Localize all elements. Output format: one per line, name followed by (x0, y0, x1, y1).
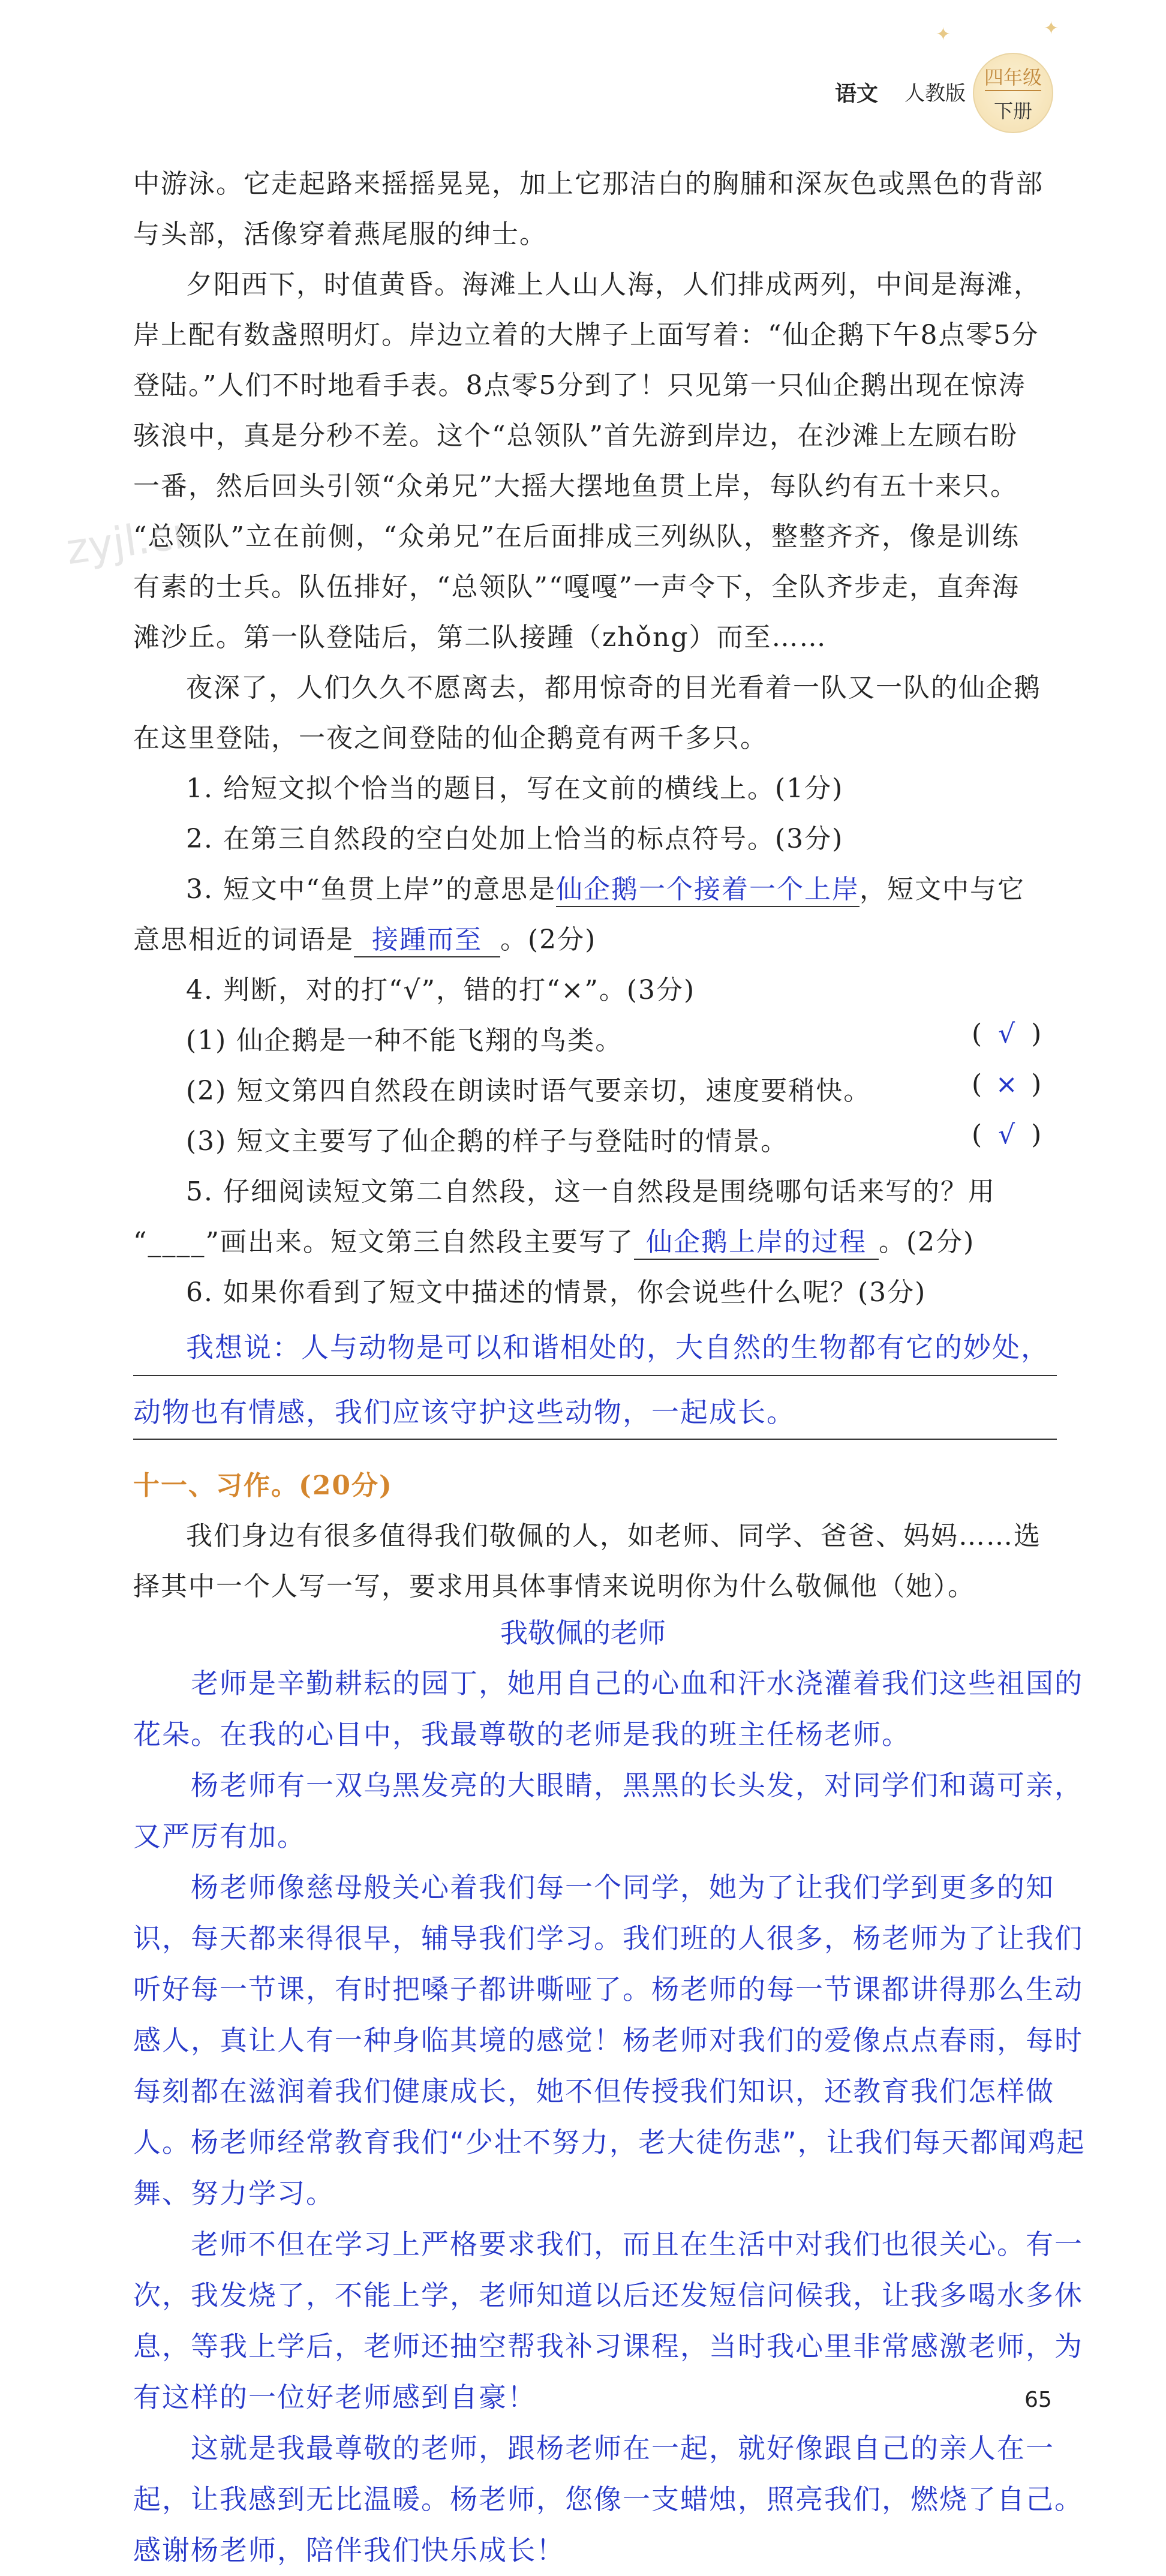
q6-answer-line-2[interactable]: 动物也有情感，我们应该守护这些动物，一起成长。 (133, 1396, 795, 1428)
essay-title: 我敬佩的老师 (500, 1617, 666, 1649)
header-edition: 人教版 (904, 82, 966, 106)
passage-line: 岸上配有数盏照明灯。岸边立着的大牌子上面写着：“仙企鹅下午8点零5分 (133, 320, 1039, 350)
passage-line: 与头部，活像穿着燕尾服的绅士。 (133, 219, 547, 250)
passage-line: 中游泳。它走起路来摇摇晃晃，加上它那洁白的胸脯和深灰色或黑色的背部 (133, 169, 1044, 199)
essay-paragraph: 老师是辛勤耕耘的园丁，她用自己的心血和汗水浇灌着我们这些祖国的花朵。在我的心目中，我最尊敬的老师是我的班主任杨老师。 (133, 1667, 1083, 1751)
writing-prompt: 我们身边有很多值得我们敬佩的人，如老师、同学、爸爸、妈妈……选 (186, 1521, 1041, 1551)
question-3 (186, 867, 1025, 907)
question-6: 6. 如果你看到了短文中描述的情景，你会说些什么呢？(3分) (186, 1277, 927, 1308)
badge-volume: 下册 (993, 100, 1032, 122)
q4-answer-1[interactable]: ( √ ) (972, 1019, 1043, 1049)
grade-badge (973, 53, 1053, 133)
passage-line: 骇浪中，真是分秒不差。这个“总领队”首先游到岸边，在沙滩上左顾右盼 (133, 421, 1018, 451)
passage-line: 滩沙丘。第一队登陆后，第二队接踵（zhǒng）而至…… (133, 622, 827, 653)
badge-grade: 四年级 (984, 66, 1042, 89)
check-mark: √ (998, 1019, 1017, 1049)
star-icon: ✦ (936, 24, 951, 45)
q5-text: “____”画出来。短文第三自然段主要写了 (133, 1227, 634, 1257)
star-icon: ✦ (1044, 18, 1059, 39)
q4-answer-2[interactable]: ( × ) (972, 1069, 1043, 1100)
q5-answer[interactable]: 仙企鹅上岸的过程 (634, 1220, 879, 1260)
passage-line: “总领队”立在前侧，“众弟兄”在后面排成三列纵队，整整齐齐，像是训练 (133, 521, 1020, 552)
q3-text: 3. 短文中“鱼贯上岸”的意思是 (186, 874, 556, 905)
check-mark: √ (998, 1119, 1017, 1150)
passage-line: 一番，然后回头引领“众弟兄”大摇大摆地鱼贯上岸，每队约有五十来只。 (133, 471, 1018, 502)
q3-text-3: 意思相近的词语是 (133, 924, 354, 955)
passage-line: 夕阳西下，时值黄昏。海滩上人山人海，人们排成两列，中间是海滩， (186, 269, 1041, 300)
cross-mark: × (995, 1069, 1019, 1100)
essay-paragraph: 这就是我最尊敬的老师，跟杨老师在一起，就好像跟自己的亲人在一起，让我感到无比温暖。杨老师，您像一支蜡烛，照亮我们，燃烧了自己。感谢杨老师，陪伴我们快乐成长！ (133, 2432, 1083, 2566)
q4-answer-3[interactable]: ( √ ) (972, 1119, 1043, 1150)
passage-line: 登陆。”人们不时地看手表。8点零5分到了！只见第一只仙企鹅出现在惊涛 (133, 370, 1026, 401)
passage-line: 有素的士兵。队伍排好，“总领队”“嘎嘎”一声令下，全队齐步走，直奔海 (133, 572, 1020, 602)
answer-rule (133, 1439, 1057, 1440)
section-title: 十一、习作。(20分) (133, 1470, 393, 1501)
page-number: 65 (1024, 2388, 1052, 2412)
q4-item-2: (2) 短文第四自然段在朗读时语气要亲切，速度要稍快。 (186, 1076, 872, 1106)
writing-prompt-cont: 择其中一个人写一写，要求用具体事情来说明你为什么敬佩他（她）。 (133, 1571, 975, 1602)
question-1: 1. 给短文拟个恰当的题目，写在文前的横线上。(1分) (186, 773, 844, 804)
essay-paragraph: 杨老师有一双乌黑发亮的大眼睛，黑黑的长头发，对同学们和蔼可亲，又严厉有加。 (133, 1769, 1083, 1853)
badge-divider (985, 90, 1041, 91)
q5-text-2: 。(2分) (879, 1227, 975, 1257)
q3-answer-1[interactable]: 仙企鹅一个接着一个上岸 (556, 867, 860, 907)
question-5: 5. 仔细阅读短文第二自然段，这一自然段是围绕哪句话来写的？用 (186, 1176, 996, 1207)
q4-item-3: (3) 短文主要写了仙企鹅的样子与登陆时的情景。 (186, 1126, 789, 1157)
q4-item-1: (1) 仙企鹅是一种不能飞翔的鸟类。 (186, 1025, 623, 1056)
question-5-cont (133, 1220, 975, 1260)
essay-paragraph: 老师不但在学习上严格要求我们，而且在生活中对我们也很关心。有一次，我发烧了，不能上学，老师知道以后还发短信问候我，让我多喝水多休息，等我上学后，老师还抽空帮我补习课程，当时我心里非常感激老师，为有这样的一位好老师感到自豪！ (133, 2228, 1083, 2413)
q6-answer-line-1[interactable]: 我想说：人与动物是可以和谐相处的，大自然的生物都有它的妙处， (186, 1331, 1050, 1364)
watermark: zyjl.cn (63, 506, 202, 575)
essay-body (133, 1658, 1093, 2576)
q3-text-4: 。(2分) (500, 924, 597, 955)
q3-answer-2[interactable]: 接踵而至 (354, 918, 500, 957)
question-3-cont (133, 918, 596, 957)
question-2: 2. 在第三自然段的空白处加上恰当的标点符号。(3分) (186, 824, 844, 854)
answer-rule (133, 1375, 1057, 1376)
header-subject: 语文 (835, 82, 879, 106)
q3-text-2: ，短文中与它 (859, 874, 1025, 905)
essay-paragraph: 杨老师像慈母般关心着我们每一个同学，她为了让我们学到更多的知识，每天都来得很早，辅导我们学习。我们班的人很多，杨老师为了让我们听好每一节课，有时把嗓子都讲嘶哑了。杨老师的每一节课都讲得那么生动感人，真让人有一种身临其境的感觉！杨老师对我们的爱像点点春雨，每时每刻都在滋润着我们健康成长，她不但传授我们知识，还教育我们怎样做人。杨老师经常教育我们“少壮不努力，老大徒伤悲”，让我们每天都闻鸡起舞、努力学习。 (133, 1871, 1086, 2209)
passage-line: 在这里登陆，一夜之间登陆的仙企鹅竟有两千多只。 (133, 723, 768, 753)
question-4: 4. 判断，对的打“√”，错的打“×”。(3分) (186, 975, 696, 1005)
passage-line: 夜深了，人们久久不愿离去，都用惊奇的目光看着一队又一队的仙企鹅 (186, 672, 1041, 703)
